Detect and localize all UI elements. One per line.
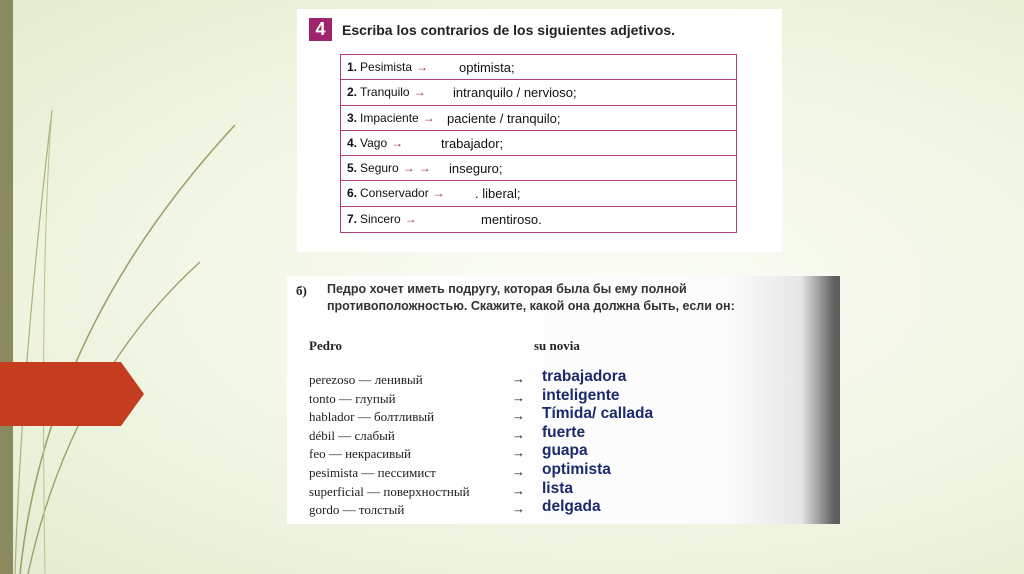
list-item xyxy=(309,368,729,390)
answer-text: inteligente xyxy=(542,386,620,404)
table-row xyxy=(341,55,736,80)
handwritten-answer: inseguro; xyxy=(449,161,503,177)
arrow-icon: → xyxy=(512,426,525,442)
adjective-word: 1. Pesimista → xyxy=(347,60,429,74)
trait-word: gordo — толстый xyxy=(309,502,405,518)
handwritten-answer: paciente / tranquilo; xyxy=(447,110,561,126)
adjective-word: 3. Impaciente → xyxy=(347,110,435,125)
trait-word: tonto — глупый xyxy=(309,390,396,406)
exercise-number: 4 xyxy=(309,18,332,41)
table-row xyxy=(341,156,736,181)
handwritten-answer: optimista; xyxy=(459,60,515,75)
answer-text: Tímida/ callada xyxy=(542,405,654,423)
arrow-icon: → xyxy=(432,186,445,201)
table-row xyxy=(341,80,736,105)
arrow-icon: → xyxy=(512,371,525,386)
arrow-icon: → xyxy=(391,135,404,150)
arrow-icon: → xyxy=(418,161,431,176)
arrow-icon: → xyxy=(512,445,525,461)
adjective-word: 4. Vago → xyxy=(347,135,404,150)
exercise-title: Escriba los contrarios de los siguientes adjetivos. xyxy=(342,22,675,38)
arrow-icon: → xyxy=(416,60,429,74)
list-item xyxy=(309,386,729,409)
column-header-pedro: Pedro xyxy=(309,338,342,353)
column-header-novia: su novia xyxy=(534,338,580,353)
trait-word: perezoso — ленивый xyxy=(309,372,423,387)
answer-text: lista xyxy=(542,479,574,497)
table-row xyxy=(341,181,736,206)
arrow-icon: → xyxy=(402,161,415,176)
list-item xyxy=(309,460,729,483)
adjective-word: 6. Conservador → xyxy=(347,186,445,201)
list-item xyxy=(309,479,729,502)
decorative-grass-lines xyxy=(0,0,260,574)
answer-text: fuerte xyxy=(542,423,586,441)
adjective-word: 2. Tranquilo → xyxy=(347,85,426,100)
list-item xyxy=(309,405,729,427)
trait-word: hablador — болтливый xyxy=(309,409,435,425)
arrow-icon: → xyxy=(512,389,525,405)
adjective-word: 7. Sincero → xyxy=(347,211,417,226)
trait-word: superficial — поверхностный xyxy=(309,483,470,499)
list-item xyxy=(309,498,729,520)
list-item xyxy=(309,423,729,446)
table-row xyxy=(341,131,736,156)
arrow-icon: → xyxy=(413,85,426,100)
red-arrow-tab xyxy=(0,362,144,426)
answer-text: guapa xyxy=(542,442,588,460)
arrow-icon: → xyxy=(422,110,435,125)
list-item xyxy=(309,442,729,464)
handwritten-answer: intranquilo / nervioso; xyxy=(453,85,577,101)
antonyms-table xyxy=(340,54,737,233)
opposites-list xyxy=(309,368,729,520)
adjective-word: 5. Seguro → → xyxy=(347,161,431,176)
handwritten-answer: mentiroso. xyxy=(481,211,542,227)
arrow-icon: → xyxy=(404,211,417,226)
trait-word: feo — некрасивый xyxy=(309,446,411,462)
arrow-icon: → xyxy=(512,482,525,498)
trait-word: pesimista — пессимист xyxy=(309,464,436,480)
exercise-instruction: Педро хочет иметь подругу, которая была бы ему полной противоположностью. Скажите, какой она должна быть, если он: xyxy=(327,282,735,313)
answer-text: delgada xyxy=(542,498,601,516)
handwritten-answer: trabajador; xyxy=(441,135,504,151)
handwritten-answer: . liberal; xyxy=(475,186,521,202)
trait-word: débil — слабый xyxy=(309,427,395,443)
arrow-icon: → xyxy=(512,408,525,424)
exercise-label: б) xyxy=(296,283,307,298)
table-row xyxy=(341,207,736,232)
exercise-b-panel xyxy=(287,276,840,524)
arrow-icon: → xyxy=(512,463,525,479)
answer-text: trabajadora xyxy=(542,368,627,385)
table-row xyxy=(341,106,736,131)
answer-text: optimista xyxy=(542,460,611,478)
arrow-icon: → xyxy=(512,501,525,517)
exercise-4-panel xyxy=(297,9,782,252)
